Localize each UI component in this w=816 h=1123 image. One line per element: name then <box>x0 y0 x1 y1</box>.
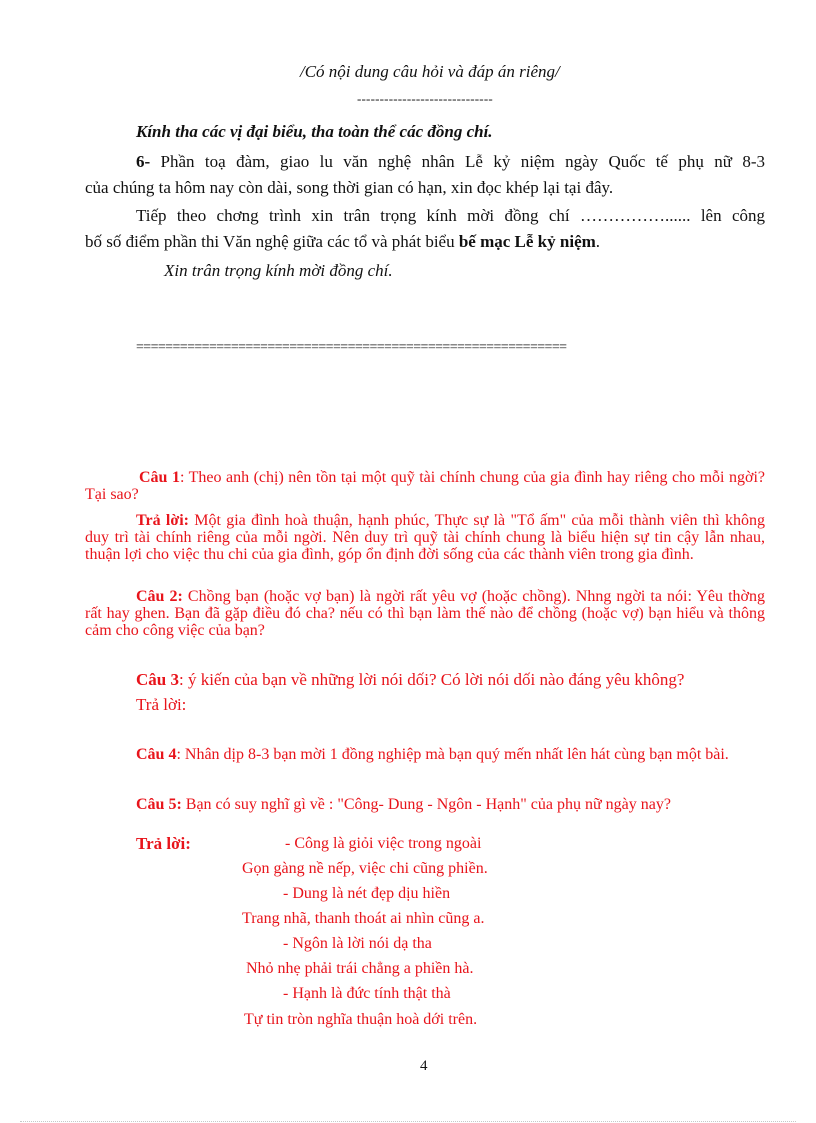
question-4-text: : Nhân dịp 8-3 bạn mời 1 đồng nghiệp mà bạn quý mến nhất lên hát cùng bạn một bài. <box>176 746 729 763</box>
next-speaker-paragraph <box>85 203 765 255</box>
question-3-text: : ý kiến của bạn về những lời nói dối? Có lời nói dối nào đáng yêu không? <box>178 670 685 689</box>
header-note: /Có nội dung câu hỏi và đáp án riêng/ <box>300 62 560 81</box>
answer-5-label: Trả lời: <box>136 834 191 853</box>
next-line2-suffix: . <box>595 232 601 251</box>
paragraph-6-line1: Phần toạ đàm, giao lu văn nghệ nhân Lễ kỷ niệm ngày Quốc tế phụ nữ 8-3 <box>150 152 765 171</box>
poem-line: Nhỏ nhẹ phải trái chẳng a phiền hà. <box>246 960 474 977</box>
question-2 <box>85 588 765 639</box>
question-1-text: : Theo anh (chị) nên tồn tại một quỹ tài chính chung của gia đình hay riêng cho mỗi ngời? Tại sao? <box>85 469 766 503</box>
question-3 <box>136 670 684 690</box>
question-1-label: Câu 1 <box>139 469 180 486</box>
paragraph-6-number: 6- <box>136 152 151 171</box>
poem-line: Trang nhã, thanh thoát ai nhìn cũng a. <box>242 910 485 927</box>
question-4-label: Câu 4 <box>136 746 177 763</box>
page-bottom-edge <box>20 1121 796 1122</box>
next-line2-prefix: bố số điểm phần thi Văn nghệ giữa các tổ và phát biểu <box>85 232 459 251</box>
invite-line: Xin trân trọng kính mời đồng chí. <box>164 261 393 280</box>
paragraph-6 <box>85 149 765 201</box>
question-5-text: Bạn có suy nghĩ gì về : "Công- Dung - Ngôn - Hạnh" của phụ nữ ngày nay? <box>181 796 671 813</box>
answer-1-text: Một gia đình hoà thuận, hạnh phúc, Thực sự là "Tổ ấm" của mỗi thành viên thì không duy trì tài chính riêng của mỗi ngời. Nên duy trì quỹ tài chính chung là biểu hiện sự tin cậy lẫn nhau, thuận lợi cho việc thu chi của gia đình, góp ổn định đời sống của các thành viên trong gia đình. <box>85 512 765 563</box>
poem-line: Tự tin tròn nghĩa thuận hoà dới trên. <box>244 1011 478 1028</box>
greeting: Kính tha các vị đại biểu, tha toàn thể các đồng chí. <box>136 122 493 141</box>
paragraph-6-line2: của chúng ta hôm nay còn dài, song thời gian có hạn, xin đọc khép lại tại đây. <box>85 178 614 197</box>
question-3-label: Câu 3 <box>136 670 179 689</box>
answer-3-label: Trả lời: <box>136 695 187 714</box>
next-line1: Tiếp theo chơng trình xin trân trọng kính mời đồng chí ……………...... lên công <box>136 206 765 225</box>
answer-1 <box>85 512 765 563</box>
question-2-text: Chồng bạn (hoặc vợ bạn) là ngời rất yêu vợ (hoặc chồng). Nhng ngời ta nói: Yêu thờng rất hay ghen. Bạn đã gặp điều đó cha? nếu có thì bạn làm thế nào để chồng (hoặc vợ) bạn hiểu và thông cảm cho công việc của bạn? <box>85 588 766 639</box>
question-2-label: Câu 2: <box>136 588 183 605</box>
question-1 <box>85 469 765 503</box>
poem-line: - Ngôn là lời nói dạ tha <box>283 935 432 952</box>
answer-1-label: Trả lời: <box>136 512 189 529</box>
closing-ceremony-phrase: bế mạc Lễ kỷ niệm <box>458 232 596 251</box>
poem-line: - Dung là nét đẹp dịu hiền <box>283 885 451 902</box>
poem-line: Gọn gàng nề nếp, việc chi cũng phiền. <box>242 860 488 877</box>
question-4 <box>85 746 765 763</box>
poem-line: - Hạnh là đức tính thật thà <box>283 985 451 1002</box>
page-number: 4 <box>420 1058 428 1074</box>
equals-divider: =========================================================== <box>136 340 567 355</box>
question-5 <box>85 796 765 813</box>
question-5-label: Câu 5: <box>136 796 182 813</box>
header-dash-rule: ------------------------------ <box>357 91 493 106</box>
poem-line: - Công là giỏi việc trong ngoài <box>285 835 482 852</box>
